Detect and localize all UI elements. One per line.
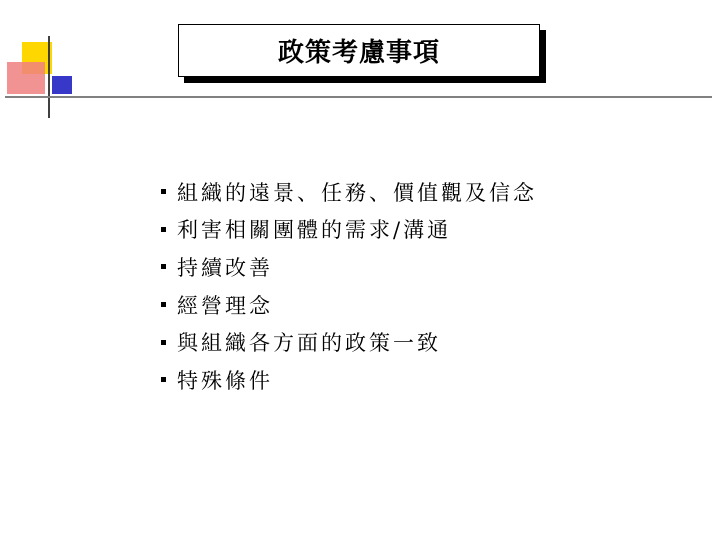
- bullet-item: [150, 286, 537, 324]
- blue-square: [52, 76, 72, 94]
- red-square: [7, 62, 45, 94]
- bullet-list: [150, 173, 537, 399]
- bullet-text: 持續改善: [177, 255, 273, 280]
- bullet-text: 經營理念: [177, 293, 273, 318]
- bullet-text: 與組織各方面的政策一致: [177, 331, 441, 356]
- bullet-icon: [161, 189, 166, 194]
- bullet-icon: [161, 377, 166, 382]
- bullet-item: [150, 361, 537, 399]
- bullet-icon: [161, 340, 166, 345]
- bullet-item: [150, 323, 537, 361]
- bullet-item: [150, 173, 537, 211]
- bullet-icon: [161, 264, 166, 269]
- bullet-item: [150, 211, 537, 249]
- bullet-text: 特殊條件: [177, 368, 273, 393]
- title-box: [178, 24, 540, 77]
- bullet-text: 利害相關團體的需求/溝通: [177, 218, 452, 243]
- bullet-icon: [161, 227, 166, 232]
- bullet-icon: [161, 302, 166, 307]
- bullet-text: 組織的遠景、任務、價值觀及信念: [177, 180, 537, 205]
- bullet-item: [150, 248, 537, 286]
- slide-title: 政策考慮事項: [277, 38, 440, 68]
